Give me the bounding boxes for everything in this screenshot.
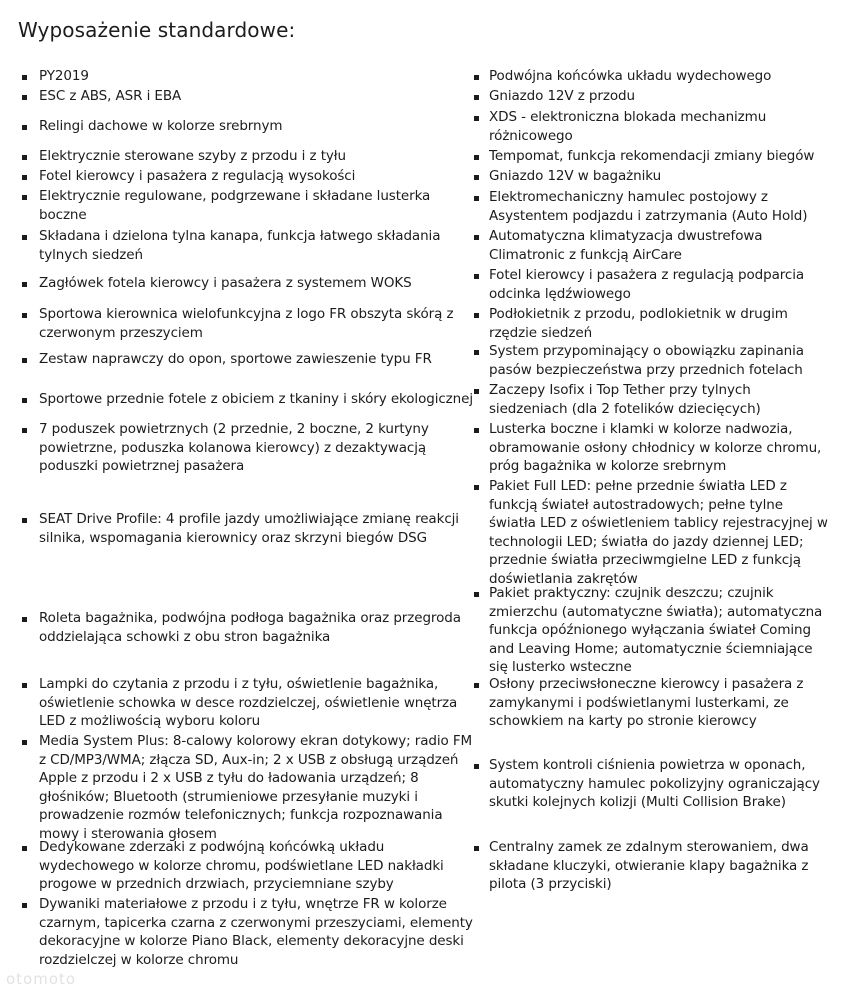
list-item: Lampki do czytania z przodu i z tyłu, oświetlenie bagażnika, oświetlenie schowka w desce rozdzielczej, oświetlenie wnętrza LED z możliwością wyboru koloru: [39, 676, 458, 729]
bullet-icon: [22, 358, 27, 363]
list-item: Zestaw naprawczy do opon, sportowe zawieszenie typu FR: [39, 351, 432, 367]
list-item: Sportowa kierownica wielofunkcyjna z logo FR obszyta skórą z czerwonym przeszyciem: [39, 306, 454, 341]
list-item: Fotel kierowcy i pasażera z regulacją podparcia odcinka lędźwiowego: [489, 267, 805, 302]
bullet-icon: [474, 175, 479, 180]
list-item: Gniazdo 12V w bagażniku: [489, 168, 662, 184]
list-item: SEAT Drive Profile: 4 profile jazdy umożliwiające zmianę reakcji silnika, wspomagania kierownicy oraz skrzyni biegów DSG: [39, 511, 459, 546]
list-item: Podwójna końcówka układu wydechowego: [489, 68, 772, 84]
bullet-icon: [22, 175, 27, 180]
bullet-icon: [474, 350, 479, 355]
list-item: Zagłówek fotela kierowcy i pasażera z systemem WOKS: [39, 275, 412, 291]
list-item: Osłony przeciwsłoneczne kierowcy i pasażera z zamykanymi i podświetlanymi lusterkami, ze schowkiem na karty po stronie kierowcy: [489, 676, 804, 729]
bullet-icon: [474, 764, 479, 769]
bullet-icon: [474, 116, 479, 121]
list-item: Automatyczna klimatyzacja dwustrefowa Climatronic z funkcją AirCare: [489, 228, 763, 263]
bullet-icon: [474, 274, 479, 279]
list-item: System kontroli ciśnienia powietrza w oponach, automatyczny hamulec pokolizyjny ograniczający skutki kolejnych kolizji (Multi Collision Brake): [489, 757, 820, 810]
list-item: Dywaniki materiałowe z przodu i z tyłu, wnętrze FR w kolorze czarnym, tapicerka czarna z czerwonymi przeszyciami, elementy dekoracyjne w kolorze Piano Black, elementy dekoracyjne deski rozdzielczej w kolorze chromu: [39, 896, 473, 968]
list-item: Roleta bagażnika, podwójna podłoga bagażnika oraz przegroda oddzielająca schowki z obu stron bagażnika: [39, 610, 461, 645]
list-item: Gniazdo 12V z przodu: [489, 88, 635, 104]
bullet-icon: [474, 196, 479, 201]
list-item: Pakiet Full LED: pełne przednie światła LED z funkcją świateł autostradowych; pełne tylne światła LED z oświetleniem tablicy rejestracyjnej w technologii LED; światła do jazdy dziennej LED; przednie światła przeciwmgielne LED z funkcją doświetlania zakrętów: [489, 478, 828, 587]
list-item: System przypominający o obowiązku zapinania pasów bezpieczeństwa przy przednich fotelach: [489, 343, 804, 378]
bullet-icon: [22, 235, 27, 240]
list-item: PY2019: [39, 68, 89, 84]
bullet-icon: [474, 683, 479, 688]
list-item: Składana i dzielona tylna kanapa, funkcja łatwego składania tylnych siedzeń: [39, 228, 441, 263]
bullet-icon: [22, 617, 27, 622]
bullet-icon: [22, 846, 27, 851]
list-item: Centralny zamek ze zdalnym sterowaniem, dwa składane kluczyki, otwieranie klapy bagażnika z pilota (3 przyciski): [489, 839, 809, 892]
bullet-icon: [474, 846, 479, 851]
list-item: Pakiet praktyczny: czujnik deszczu; czujnik zmierzchu (automatyczne światła); automatyczna funkcja opóźnionego wyłączania świateł Coming and Leaving Home; automatycznie ściemniające się lusterko wsteczne: [489, 585, 823, 675]
bullet-icon: [474, 313, 479, 318]
bullet-icon: [474, 155, 479, 160]
bullet-icon: [474, 75, 479, 80]
list-item: Tempomat, funkcja rekomendacji zmiany biegów: [489, 148, 815, 164]
bullet-icon: [474, 389, 479, 394]
bullet-icon: [474, 428, 479, 433]
bullet-icon: [474, 592, 479, 597]
bullet-icon: [22, 75, 27, 80]
list-item: Elektrycznie regulowane, podgrzewane i składane lusterka boczne: [39, 188, 431, 223]
bullet-icon: [474, 95, 479, 100]
watermark: otomoto: [6, 970, 77, 988]
bullet-icon: [22, 125, 27, 130]
list-item: Relingi dachowe w kolorze srebrnym: [39, 118, 283, 134]
list-item: Media System Plus: 8-calowy kolorowy ekran dotykowy; radio FM z CD/MP3/WMA; złącza SD, Aux-in; 2 x USB z obsługą urządzeń Apple z przodu i 2 x USB z tyłu do ładowania urządzeń; 8 głośników; Bluetooth (strumieniowe przesyłanie muzyki i prowadzenie rozmów telefonicznych; funkcja rozpoznawania mowy i sterowania głosem: [39, 733, 473, 842]
bullet-icon: [22, 313, 27, 318]
page-title: Wyposażenie standardowe:: [18, 18, 296, 42]
list-item: Elektrycznie sterowane szyby z przodu i z tyłu: [39, 148, 346, 164]
list-item: ESC z ABS, ASR i EBA: [39, 88, 182, 104]
list-item: Lusterka boczne i klamki w kolorze nadwozia, obramowanie osłony chłodnicy w kolorze chromu, próg bagażnika w kolorze srebrnym: [489, 421, 822, 474]
list-item: Sportowe przednie fotele z obiciem z tkaniny i skóry ekologicznej: [39, 391, 473, 407]
list-item: XDS - elektroniczna blokada mechanizmu różnicowego: [489, 109, 767, 144]
bullet-icon: [22, 518, 27, 523]
list-item: Zaczepy Isofix i Top Tether przy tylnych siedzeniach (dla 2 fotelików dziecięcych): [489, 382, 761, 417]
bullet-icon: [22, 95, 27, 100]
list-item: Podłokietnik z przodu, podlokietnik w drugim rzędzie siedzeń: [489, 306, 788, 341]
list-item: Elektromechaniczny hamulec postojowy z Asystentem podjazdu i zatrzymania (Auto Hold): [489, 189, 808, 224]
bullet-icon: [22, 398, 27, 403]
list-item: 7 poduszek powietrznych (2 przednie, 2 boczne, 2 kurtyny powietrzne, poduszka kolanowa kierowcy) z dezaktywacją poduszki powietrznej pasażera: [39, 421, 429, 474]
list-item: Fotel kierowcy i pasażera z regulacją wysokości: [39, 168, 356, 184]
bullet-icon: [22, 282, 27, 287]
bullet-icon: [474, 235, 479, 240]
bullet-icon: [22, 903, 27, 908]
bullet-icon: [22, 195, 27, 200]
list-item: Dedykowane zderzaki z podwójną końcówką układu wydechowego w kolorze chromu, podświetlane LED nakładki progowe w przednich drzwiach, przyciemniane szyby: [39, 839, 444, 892]
bullet-icon: [22, 428, 27, 433]
bullet-icon: [474, 485, 479, 490]
bullet-icon: [22, 155, 27, 160]
bullet-icon: [22, 740, 27, 745]
bullet-icon: [22, 683, 27, 688]
